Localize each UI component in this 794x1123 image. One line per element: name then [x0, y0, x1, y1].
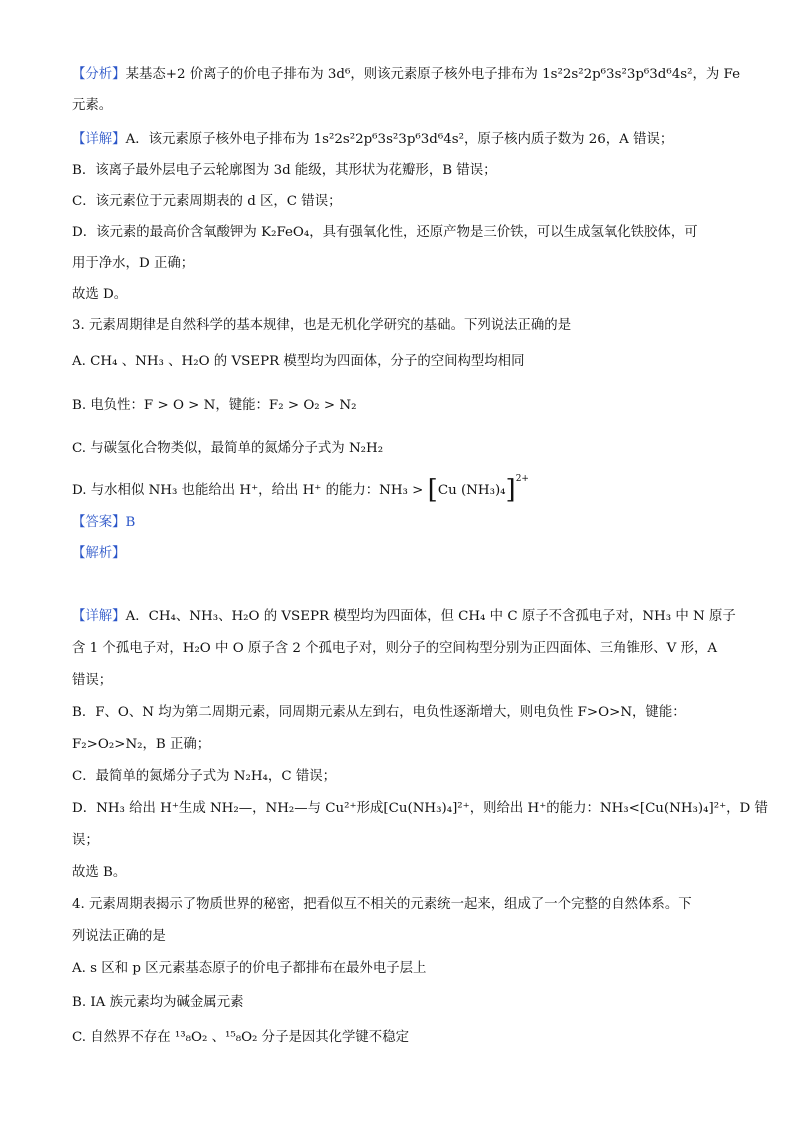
- q2-analysis-line1: [72, 65, 740, 85]
- q2-detail-b: B．该离子最外层电子云轮廓图为 3d 能级，其形状为花瓣形，B 错误；: [72, 163, 497, 178]
- q2-analysis-text: 某基态+2 价离子的价电子排布为 3d⁶，则该元素原子核外电子排布为 1s²2s²2p⁶3s²3p⁶3d⁶4s²，为 Fe: [125, 67, 741, 82]
- q4-stem-line2: 列说法正确的是: [72, 929, 166, 944]
- q3-analysis: [72, 544, 126, 564]
- q4-stem-line1: 4. 元素周期表揭示了物质世界的秘密，把看似互不相关的元素统一起来，组成了一个完整的自然体系。下: [72, 897, 692, 912]
- analysis-tag: 【解析】: [72, 546, 126, 561]
- q3-answer: [72, 513, 135, 533]
- q3-choose: 故选 B。: [72, 865, 127, 880]
- q3-option-d-text: D. 与水相似 NH₃ 也能给出 H⁺，给出 H⁺ 的能力：NH₃ >: [72, 483, 424, 498]
- q3-detail-d1: D．NH₃ 给出 H⁺生成 NH₂—，NH₂—与 Cu²⁺形成[Cu(NH₃)₄]²⁺，则给出 H⁺的能力：NH₃<[Cu(NH₃)₄]²⁺，D 错: [72, 801, 768, 816]
- q4-option-c: C. 自然界不存在 ¹³₈O₂ 、¹⁵₈O₂ 分子是因其化学键不稳定: [72, 1030, 409, 1045]
- q3-detail-c: C．最简单的氮烯分子式为 N₂H₄，C 错误；: [72, 769, 336, 784]
- q2-detail-a-text: A．该元素原子核外电子排布为 1s²2s²2p⁶3s²3p⁶3d⁶4s²，原子核内质子数为 26，A 错误；: [125, 132, 674, 147]
- q3-option-a: A. CH₄ 、NH₃ 、H₂O 的 VSEPR 模型均为四面体，分子的空间构型均相同: [72, 354, 525, 369]
- q4-option-a: A. s 区和 p 区元素基态原子的价电子都排布在最外电子层上: [72, 961, 427, 976]
- answer-tag: 【答案】B: [72, 515, 136, 530]
- q2-detail-d2: 用于净水，D 正确；: [72, 256, 195, 271]
- q2-detail-c: C．该元素位于元素周期表的 d 区，C 错误；: [72, 194, 342, 209]
- complex-charge: 2+: [515, 473, 529, 484]
- q4-option-b: B. ⅠA 族元素均为碱金属元素: [72, 995, 244, 1010]
- q3-detail-a3: 错误；: [72, 673, 113, 688]
- q2-detail-d1: D．该元素的最高价含氧酸钾为 K₂FeO₄，具有强氧化性，还原产物是三价铁，可以生成氢氧化铁胶体，可: [72, 225, 698, 240]
- detail-tag: 【详解】: [72, 132, 126, 147]
- q3-detail-b2: F₂>O₂>N₂，B 正确；: [72, 737, 211, 752]
- q3-detail-a1: [72, 607, 736, 627]
- q3-detail-b1: B．F、O、N 均为第二周期元素，同周期元素从左到右，电负性逐渐增大，则电负性 F>O>N，键能：: [72, 705, 686, 720]
- analysis-tag: 【分析】: [72, 67, 126, 82]
- q2-analysis-line2: 元素。: [72, 98, 113, 113]
- q2-detail-a: [72, 130, 673, 150]
- complex-ion: Cu (NH₃)₄: [437, 483, 506, 498]
- detail-tag: 【详解】: [72, 609, 126, 624]
- q3-detail-a1-text: A．CH₄、NH₃、H₂O 的 VSEPR 模型均为四面体，但 CH₄ 中 C 原子不含孤电子对，NH₃ 中 N 原子: [125, 609, 736, 624]
- left-bracket: [: [427, 475, 438, 505]
- q3-option-d: [72, 473, 529, 505]
- q3-stem: 3. 元素周期律是自然科学的基本规律，也是无机化学研究的基础。下列说法正确的是: [72, 318, 572, 333]
- right-bracket: ]: [505, 475, 516, 505]
- q3-option-b: B. 电负性：F > O > N，键能：F₂ > O₂ > N₂: [72, 398, 357, 413]
- q3-detail-d2: 误；: [72, 833, 99, 848]
- q3-detail-a2: 含 1 个孤电子对，H₂O 中 O 原子含 2 个孤电子对，则分子的空间构型分别为正四面体、三角锥形、V 形，A: [72, 641, 718, 656]
- q2-choose: 故选 D。: [72, 287, 128, 302]
- q3-option-c: C. 与碳氢化合物类似，最简单的氮烯分子式为 N₂H₂: [72, 441, 384, 456]
